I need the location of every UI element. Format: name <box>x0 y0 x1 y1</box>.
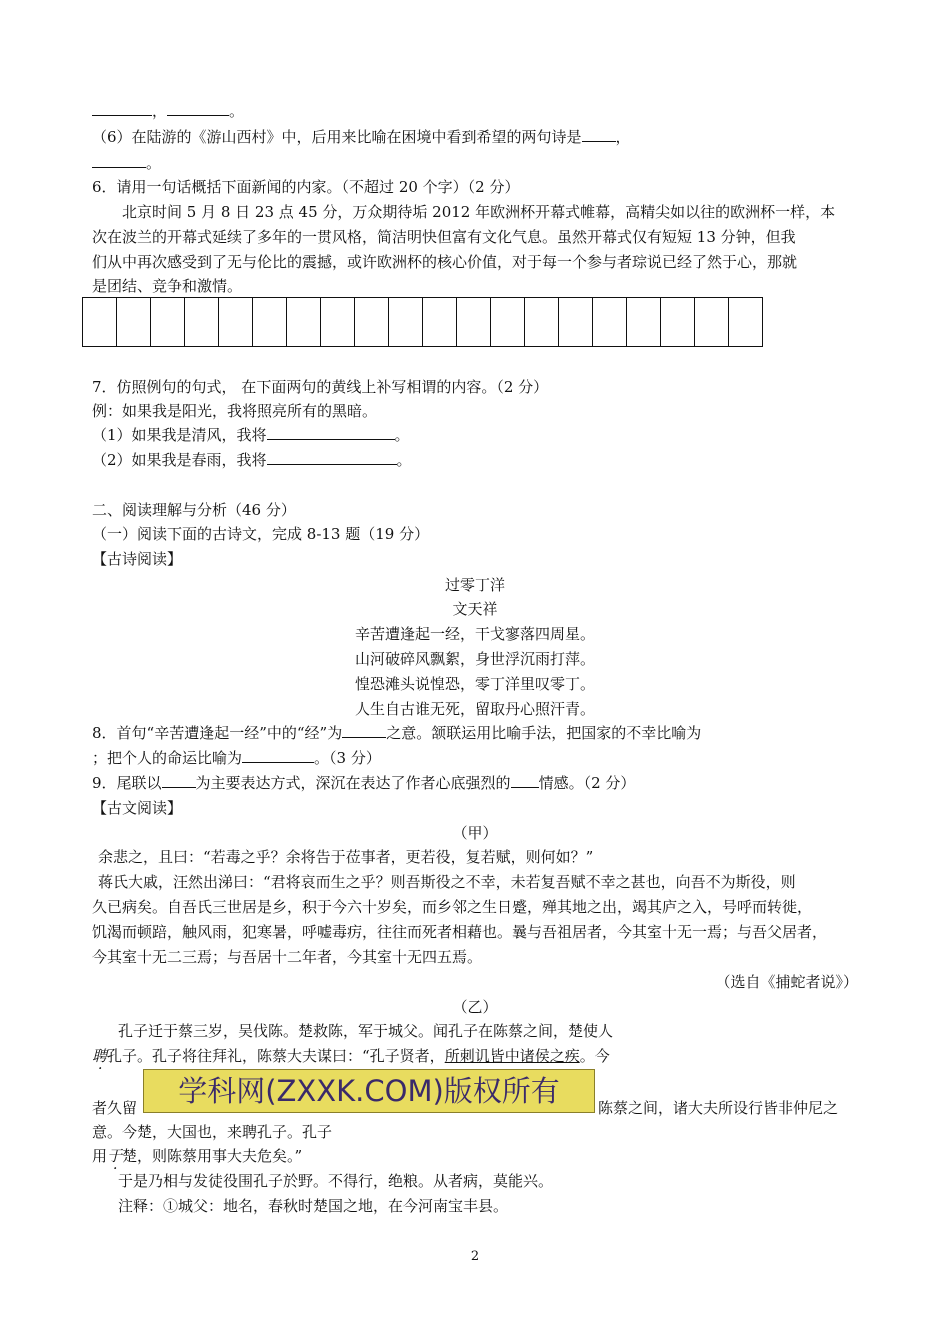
question-7: 7．仿照例句的句式， 在下面两句的黄线上补写相谓的内容。（2 分） <box>92 378 549 396</box>
blank[interactable] <box>242 748 314 763</box>
grid-cell[interactable] <box>389 298 423 346</box>
news-paragraph-line: 次在波兰的开幕式延续了多年的一贯风格，简洁明快但富有文化气息。虽然开幕式仅有短短 13 分钟，但我 <box>92 228 796 246</box>
grid-cell[interactable] <box>695 298 729 346</box>
passage-b-line: 孔子迁于蔡三岁，吴伐陈。楚救陈，军于城父。闻孔子在陈蔡之间，楚使人 <box>118 1022 614 1040</box>
blank[interactable] <box>267 450 397 465</box>
poem-line: 山河破碎风飘絮，身世浮沉雨打萍。 <box>354 650 595 668</box>
grid-cell[interactable] <box>185 298 219 346</box>
section-2-part-1: （一）阅读下面的古诗文，完成 8-13 题（19 分） <box>92 525 430 543</box>
page-number: 2 <box>470 1249 480 1264</box>
passage-a-line: 饥渴而顿踣，触风雨，犯寒暑，呼嘘毒疠，往往而死者相藉也。曩与吾祖居者，今其室十无一焉；与吾父居者， <box>92 923 828 941</box>
passage-b-line: 陈蔡之间，诸大夫所设行皆非仲尼之 <box>598 1099 839 1117</box>
question-8: 8．首句“辛苦遭逢起一经”中的“经”为 之意。颔联运用比喻手法，把国家的不幸比喻为 <box>92 724 702 742</box>
grid-cell[interactable] <box>287 298 321 346</box>
passage-b-line: 意。今楚，大国也，来聘孔子。孔子 <box>92 1123 333 1141</box>
grid-cell[interactable] <box>559 298 593 346</box>
news-paragraph-line: 们从中再次感受到了无与伦比的震撼，或许欧洲杯的核心价值，对于每一个参与者琮说已经了然于心，那就 <box>92 253 798 271</box>
blank[interactable] <box>582 127 616 142</box>
passage-a-line: 蒋氏大戚，汪然出涕曰：“君将哀而生之乎？则吾斯役之不幸，未若复吾赋不幸之甚也，向吾不为斯役，则 <box>98 873 796 891</box>
grid-cell[interactable] <box>423 298 457 346</box>
grid-cell[interactable] <box>491 298 525 346</box>
blank[interactable] <box>511 773 539 788</box>
question-9: 9．尾联以 为主要表达方式，深沉在表达了作者心底强烈的 情感。（2 分） <box>92 774 636 792</box>
blank[interactable] <box>92 101 152 116</box>
grid-cell[interactable] <box>593 298 627 346</box>
poem-author: 文天祥 <box>452 600 498 618</box>
poem-heading: 【古诗阅读】 <box>92 550 183 568</box>
blank[interactable] <box>267 425 395 440</box>
news-paragraph-line: 北京时间 5 月 8 日 23 点 45 分，万众期待垢 2012 年欧洲杯开幕式帷幕，高精尖如以往的欧洲杯一样，本 <box>122 203 836 221</box>
passage-b-line: 者久留 <box>92 1099 138 1117</box>
answer-line-5: ， 。 <box>92 101 244 121</box>
section-2-heading: 二、阅读理解与分析（46 分） <box>92 501 296 519</box>
grid-cell[interactable] <box>253 298 287 346</box>
blank[interactable] <box>162 773 196 788</box>
passage-b-line: 聘孔子。孔子将往拜礼，陈蔡大夫谋曰：“孔子贤者，所刺讥皆中诸侯之疾。今 <box>92 1047 610 1065</box>
passage-a-source: （选自《捕蛇者说》） <box>715 973 858 991</box>
question-6: 6．请用一句话概括下面新闻的内家。（不超过 20 个字）（2 分） <box>92 178 520 196</box>
annotation-note: 注释：①城父：地名，春秋时楚国之地，在今河南宝丰县。 <box>118 1197 509 1215</box>
grid-cell[interactable] <box>219 298 253 346</box>
news-paragraph-line: 是团结、竞争和激情。 <box>92 277 243 295</box>
passage-a-line: 今其室十无二三焉；与吾居十二年者，今其室十无四五焉。 <box>92 948 483 966</box>
passage-a-label: （甲） <box>452 824 498 842</box>
passage-b-label: （乙） <box>452 998 498 1016</box>
passage-a-line: 久已病矣。自吾氏三世居是乡，积于今六十岁矣，而乡邻之生日蹙，殚其地之出，竭其庐之入，号呼而转徙， <box>92 898 813 916</box>
grid-cell[interactable] <box>525 298 559 346</box>
grid-cell[interactable] <box>83 298 117 346</box>
grid-cell[interactable] <box>457 298 491 346</box>
poem-title: 过零丁洋 <box>444 576 505 594</box>
passage-b-line: 于是乃相与发徒役围孔子於野。不得行，绝粮。从者病，莫能兴。 <box>118 1172 554 1190</box>
grid-cell[interactable] <box>151 298 185 346</box>
blank[interactable] <box>92 153 146 168</box>
blank[interactable] <box>342 723 386 738</box>
passage-b-line: 用于楚，则陈蔡用事大夫危矣。” <box>92 1147 303 1165</box>
grid-cell[interactable] <box>355 298 389 346</box>
marked-char: 于 <box>107 1147 123 1165</box>
grid-cell[interactable] <box>661 298 695 346</box>
prose-heading: 【古文阅读】 <box>92 799 183 817</box>
question-7-example: 例：如果我是阳光，我将照亮所有的黑暗。 <box>92 402 378 420</box>
question-8-cont: ；把个人的命运比喻为 。（3 分） <box>92 749 381 767</box>
answer-grid[interactable] <box>82 297 763 347</box>
grid-cell[interactable] <box>627 298 661 346</box>
poem-line: 辛苦遭逢起一经，干戈寥落四周星。 <box>354 625 595 643</box>
marked-char: 聘 <box>92 1047 108 1065</box>
grid-cell[interactable] <box>729 298 763 346</box>
grid-cell[interactable] <box>321 298 355 346</box>
passage-a-line: 余悲之，且曰：“若毒之乎？余将告于莅事者，更若役，复若赋，则何如？” <box>98 848 594 866</box>
question-6-poem: （6）在陆游的《游山西村》中，后用来比喻在困境中看到希望的两句诗是 ， <box>92 128 631 146</box>
poem-line: 惶恐滩头说惶恐，零丁洋里叹零丁。 <box>354 675 595 693</box>
question-7-1: （1）如果我是清风，我将 。 <box>92 426 410 444</box>
poem-line: 人生自古谁无死，留取丹心照汗青。 <box>354 700 595 718</box>
watermark-banner: 学科网(ZXXK.COM)版权所有 <box>143 1069 595 1113</box>
underlined-phrase: 所刺讥皆中诸侯之疾 <box>444 1047 580 1065</box>
answer-line: 。 <box>92 153 161 173</box>
grid-cell[interactable] <box>117 298 151 346</box>
blank[interactable] <box>167 101 229 116</box>
question-7-2: （2）如果我是春雨，我将 。 <box>92 451 412 469</box>
